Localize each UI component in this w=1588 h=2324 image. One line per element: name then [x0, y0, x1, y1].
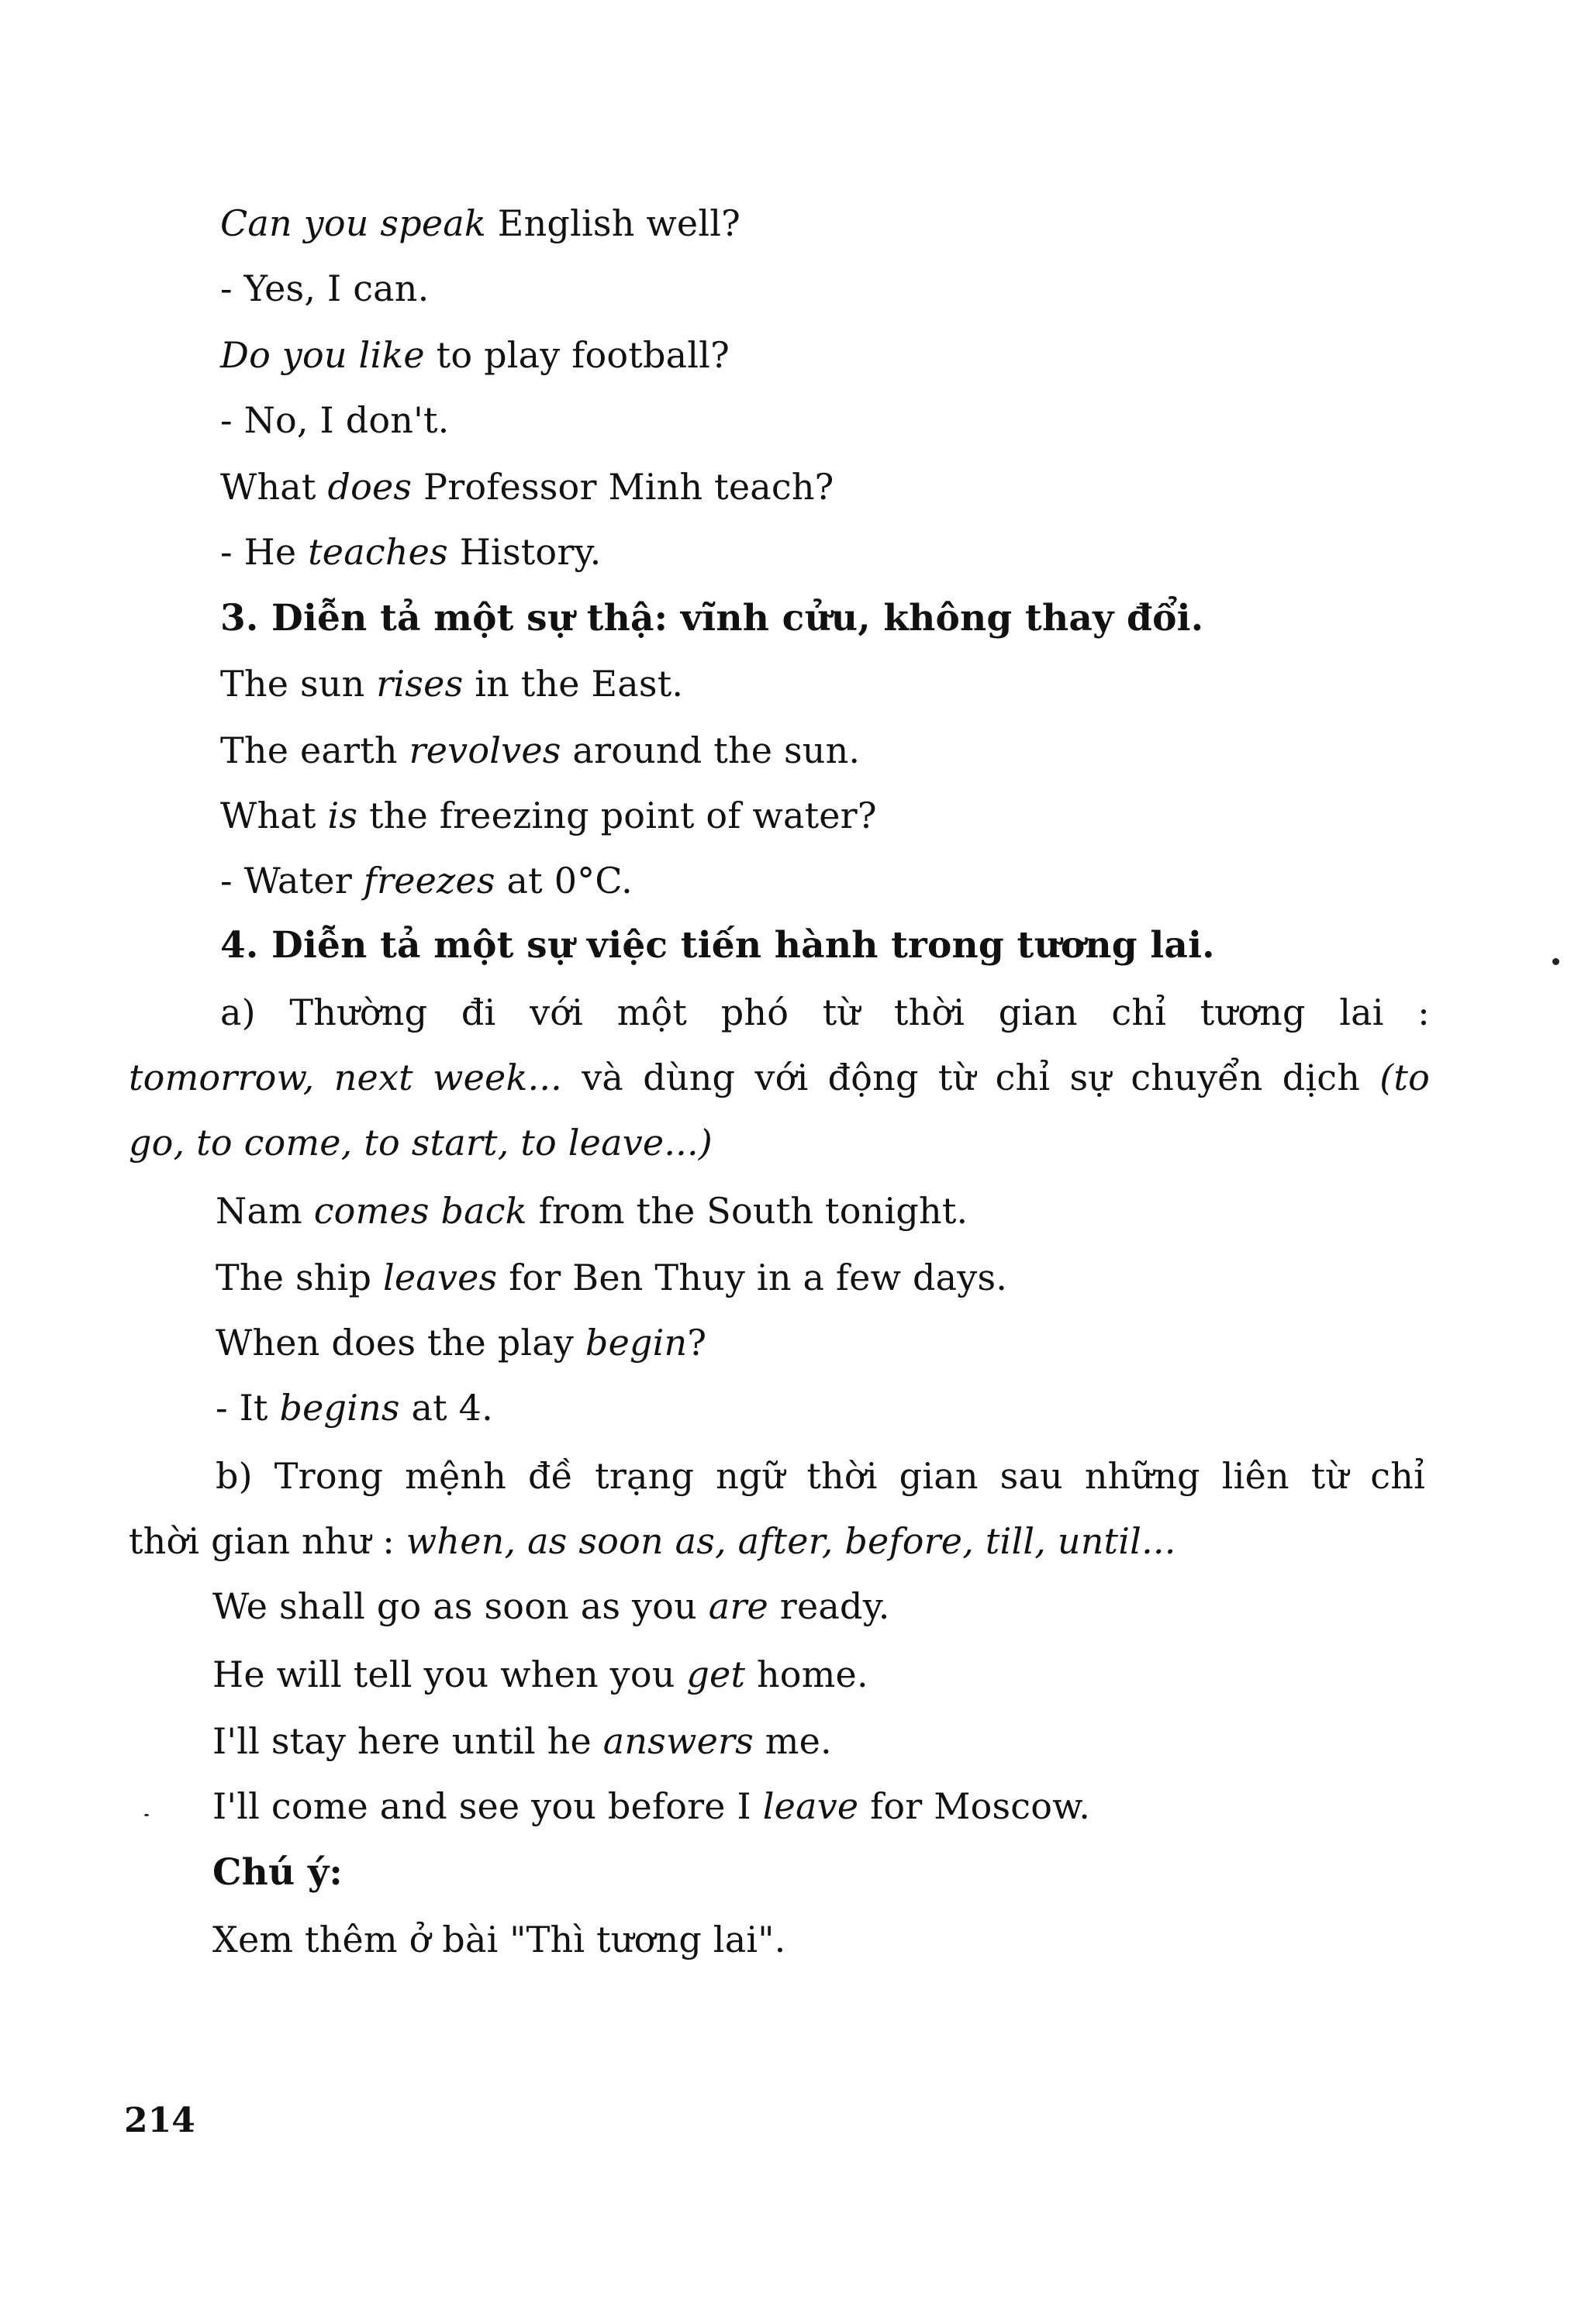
example-line — [216, 1254, 1007, 1301]
paragraph-a-line-2 — [129, 1054, 1430, 1101]
text-run: from the South tonight. — [526, 1190, 968, 1232]
text-run: 4. Diễn tả một sự việc tiến hành trong tương lai. — [220, 924, 1215, 967]
text-run: at 0°C. — [495, 860, 633, 902]
example-answer — [220, 265, 429, 312]
text-run: The earth — [220, 729, 409, 771]
note-text — [212, 1916, 785, 1963]
text-run: Xem thêm ở bài "Thì tương lai". — [212, 1919, 786, 1960]
text-run: ready. — [768, 1585, 890, 1627]
text-run: The sun — [220, 663, 377, 705]
example-line — [212, 1651, 868, 1698]
example-line — [212, 1783, 1090, 1829]
italic-text: leaves — [382, 1257, 498, 1298]
text-run: for Moscow. — [858, 1785, 1091, 1827]
text-run: - It — [216, 1387, 280, 1429]
italic-text: are — [708, 1585, 768, 1627]
page-number: 214 — [124, 2101, 195, 2140]
example-line — [220, 332, 730, 378]
example-line — [212, 1718, 832, 1764]
note-heading — [212, 1850, 343, 1896]
example-answer — [220, 397, 449, 443]
italic-text: get — [686, 1653, 746, 1695]
italic-text: freezes — [363, 860, 495, 902]
text-run: English well? — [485, 202, 741, 244]
example-line — [220, 464, 834, 510]
italic-text: rises — [376, 663, 464, 705]
example-line — [220, 727, 860, 774]
italic-text: is — [327, 795, 358, 836]
text-run: thời gian như : — [129, 1520, 406, 1562]
text-run: I'll come and see you before I — [212, 1785, 763, 1827]
text-run: 3. Diễn tả một sự thậ: vĩnh cửu, không thay đổi. — [220, 597, 1204, 640]
italic-text: comes back — [313, 1190, 527, 1232]
italic-text: Do you like — [220, 334, 425, 376]
paragraph-a-line-1 — [220, 989, 1430, 1036]
text-run: What — [220, 795, 328, 836]
scan-speck — [144, 1814, 149, 1816]
scan-speck — [1552, 958, 1559, 965]
text-run: around the sun. — [561, 729, 861, 771]
text-run: at 4. — [399, 1387, 493, 1429]
paragraph-b-line-2 — [129, 1518, 1176, 1564]
text-run: a) Thường đi với một phó từ thời gian chỉ tương lai : — [220, 991, 1430, 1033]
example-line — [220, 660, 683, 707]
section-heading-4 — [220, 922, 1215, 969]
text-run: - He — [220, 531, 309, 573]
example-line — [212, 1583, 890, 1629]
text-run: - Water — [220, 860, 364, 902]
text-run: me. — [753, 1720, 832, 1762]
italic-text: does — [327, 466, 413, 508]
paragraph-b-line-1 — [216, 1453, 1425, 1499]
section-heading-3 — [220, 595, 1203, 642]
text-run: và dùng với động từ chỉ sự chuyển dịch — [561, 1057, 1380, 1098]
italic-text: Can you speak — [220, 202, 486, 244]
text-run: the freezing point of water? — [357, 795, 877, 836]
text-run: to play football? — [424, 334, 730, 376]
italic-text: (to — [1379, 1057, 1430, 1098]
text-run: in the East. — [463, 663, 684, 705]
text-run: ? — [687, 1322, 707, 1364]
paragraph-a-line-3 — [129, 1119, 713, 1166]
example-answer — [220, 529, 601, 575]
text-run: for Ben Thuy in a few days. — [497, 1257, 1008, 1298]
italic-text: begin — [585, 1322, 688, 1364]
text-run: b) Trong mệnh đề trạng ngữ thời gian sau những liên từ chỉ — [216, 1455, 1425, 1497]
italic-text: answers — [602, 1720, 754, 1762]
example-answer — [220, 857, 633, 904]
italic-text: teaches — [308, 531, 448, 573]
example-line — [216, 1188, 968, 1234]
text-run: We shall go as soon as you — [212, 1585, 709, 1627]
italic-text: begins — [279, 1387, 400, 1429]
italic-text: when, as soon as, after, before, till, until... — [406, 1520, 1176, 1562]
text-run: When does the play — [216, 1322, 585, 1364]
text-run: Nam — [216, 1190, 314, 1232]
text-run: What — [220, 466, 328, 508]
text-run: - No, I don't. — [220, 399, 450, 441]
italic-text: tomorrow, next week... — [129, 1057, 562, 1098]
example-line — [220, 792, 877, 839]
text-run: home. — [745, 1653, 868, 1695]
example-answer — [216, 1384, 493, 1431]
text-run: The ship — [216, 1257, 383, 1298]
example-line — [220, 200, 740, 247]
italic-text: go, to come, to start, to leave...) — [129, 1122, 713, 1164]
text-run: - Yes, I can. — [220, 267, 430, 309]
example-line — [216, 1319, 706, 1366]
text-run: He will tell you when you — [212, 1653, 687, 1695]
italic-text: revolves — [409, 729, 561, 771]
italic-text: leave — [762, 1785, 859, 1827]
text-run: I'll stay here until he — [212, 1720, 603, 1762]
text-run: Chú ý: — [212, 1851, 343, 1894]
text-run: Professor Minh teach? — [412, 466, 834, 508]
text-run: History. — [447, 531, 602, 573]
